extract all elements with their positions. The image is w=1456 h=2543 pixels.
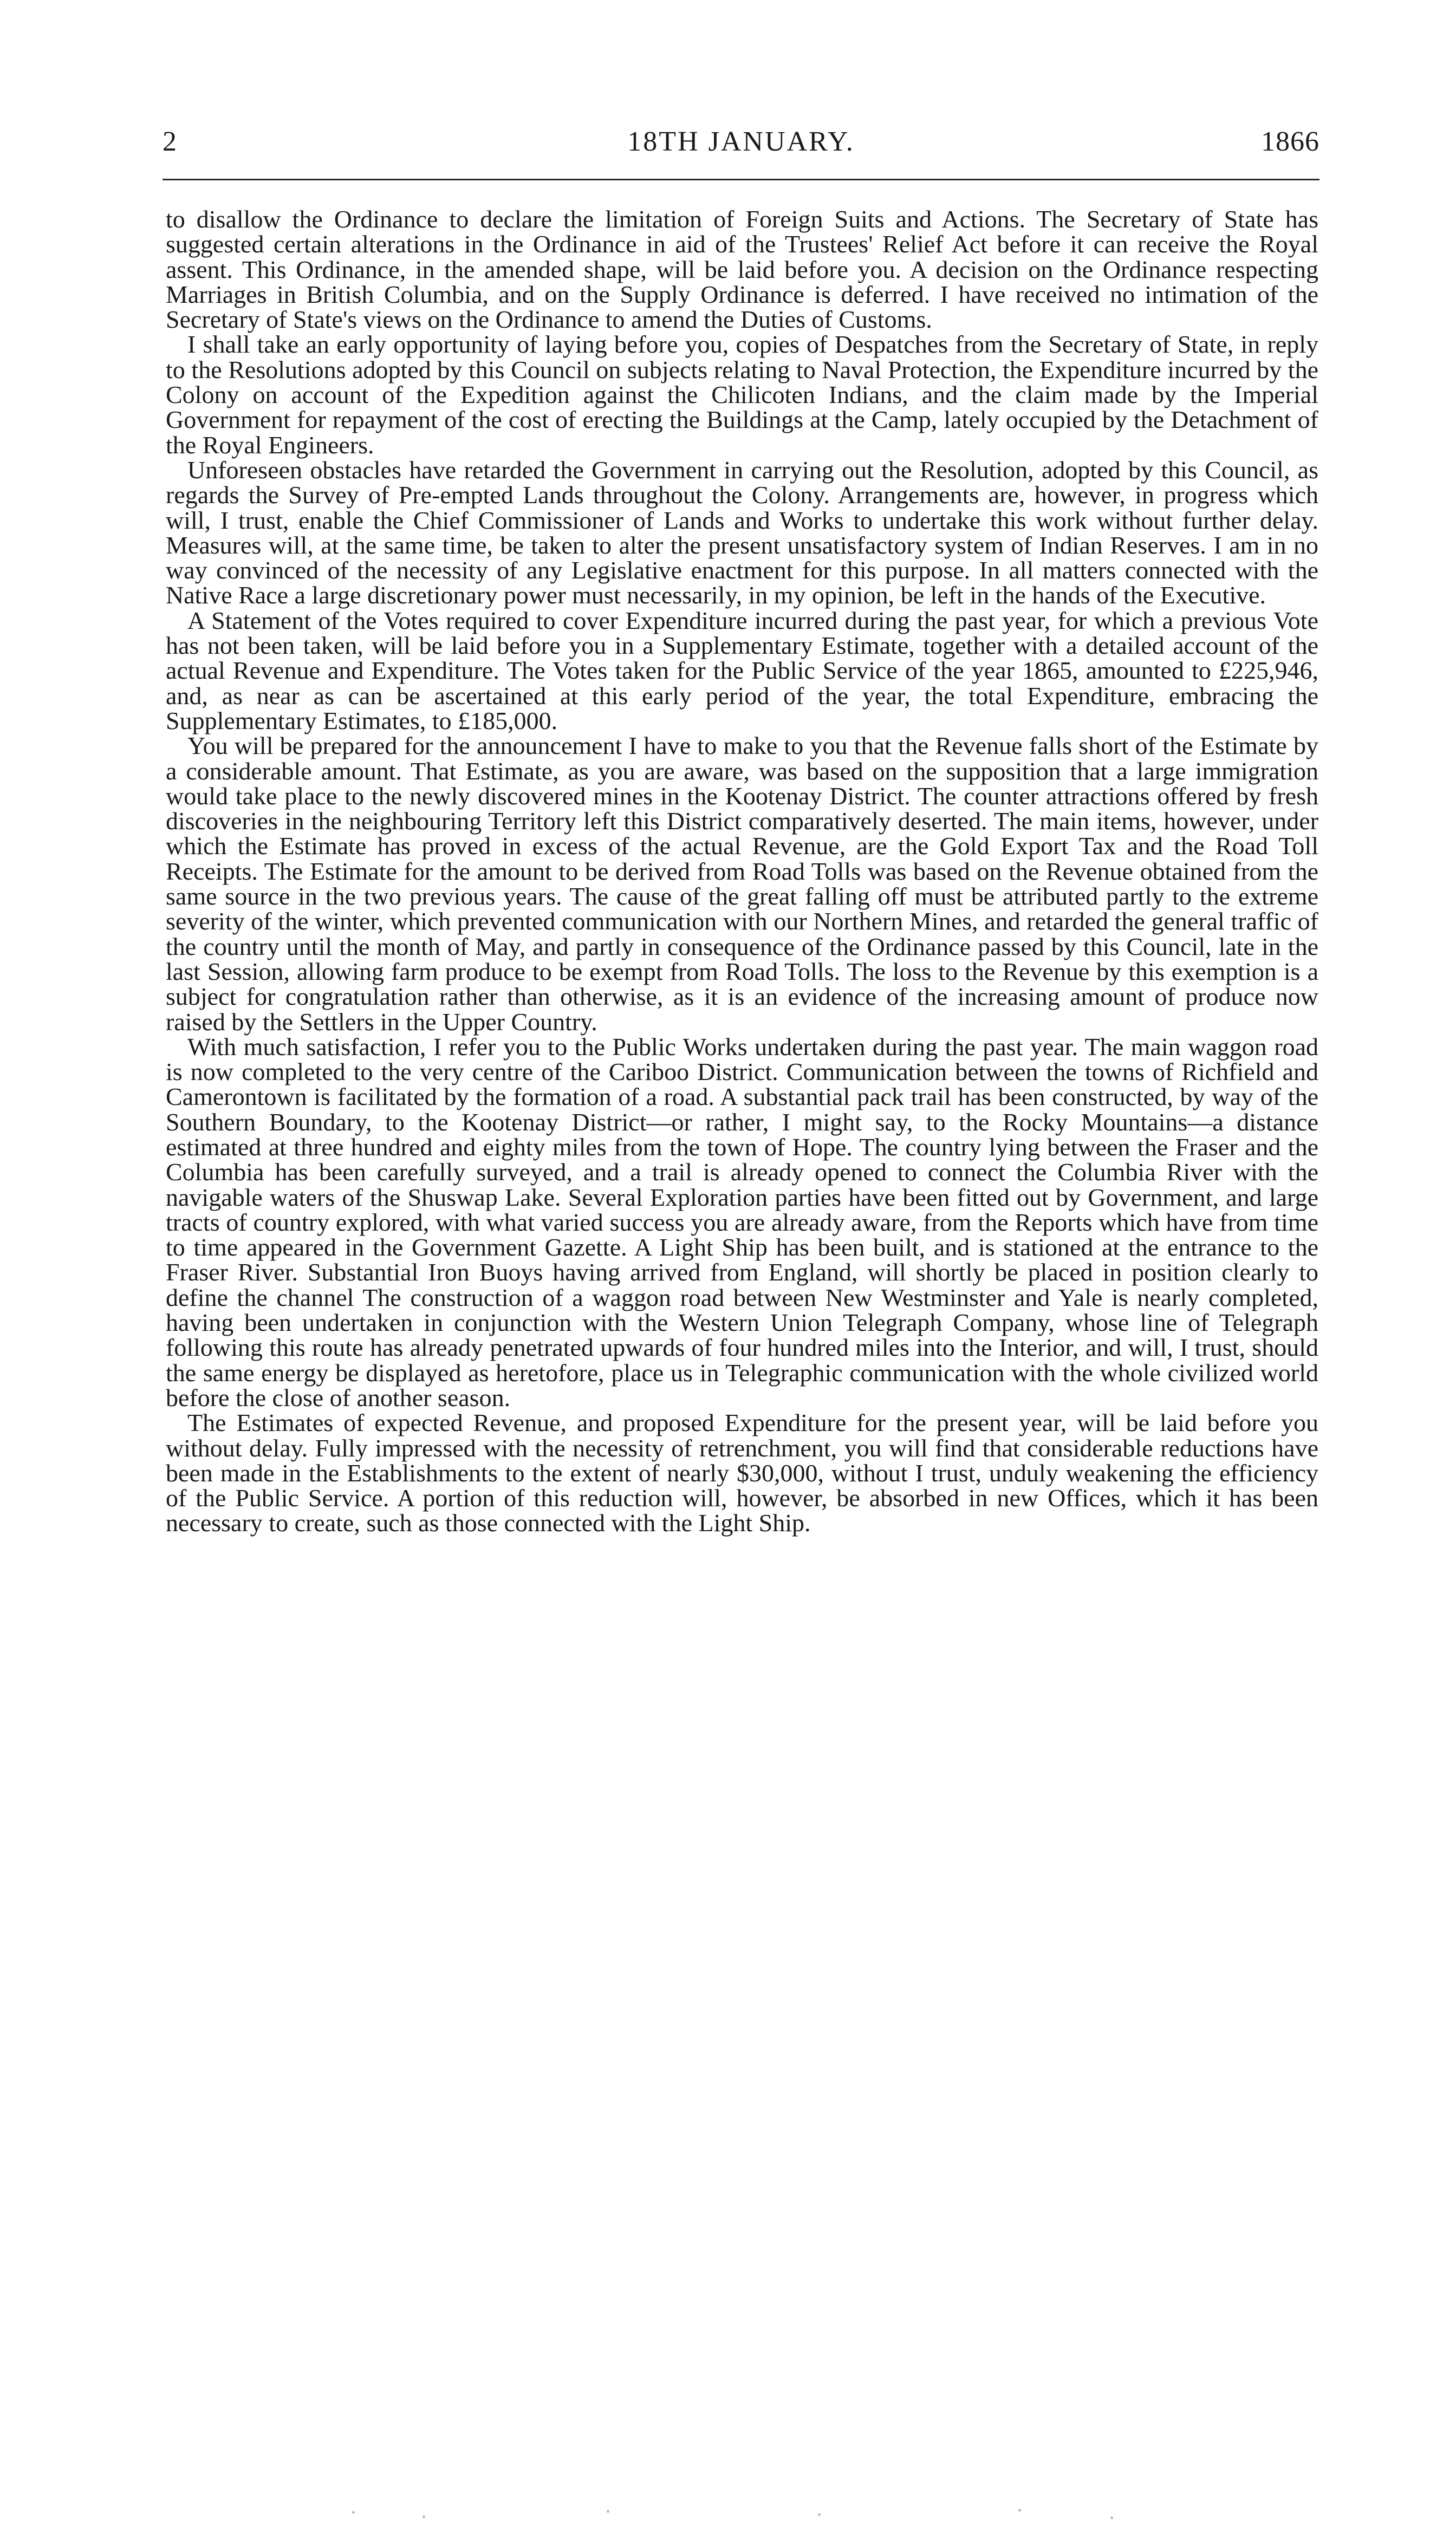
paragraph-estimates-retrenchment: The Estimates of expected Revenue, and proposed Expenditure for the present year, will be laid before you without delay. Fully impressed with the necessity of retrenchment, you will find that considerable reductions have been made in the Establishments to the extent of nearly $30,000, without I trust, unduly weakening the efficiency of the Public Service. A portion of this reduction will, however, be absorbed in new Offices, which it has been necessary to create, such as those connected with the Light Ship. — [166, 1409, 1318, 1537]
scan-specks — [0, 2508, 1456, 2529]
body-text — [166, 207, 1318, 1536]
header-rule — [162, 179, 1320, 180]
paragraph-ordinances: to disallow the Ordinance to declare the limitation of Foreign Suits and Actions. The Secretary of State has suggested certain alterations in the Ordinance in aid of the Trustees' Relief Act before it can receive the Royal assent. This Ordinance, in the amended shape, will be laid before you. A decision on the Ordinance respecting Marriages in British Columbia, and on the Supply Ordinance is deferred. I have received no intimation of the Secretary of State's views on the Ordinance to amend the Duties of Customs. — [166, 205, 1318, 334]
paragraph-revenue-shortfall: You will be prepared for the announcement I have to make to you that the Revenue falls short of the Estimate by a considerable amount. That Estimate, as you are aware, was based on the supposition that a large immigration would take place to the newly discovered mines in the Kootenay District. The counter attractions offered by fresh discoveries in the neighbouring Territory left this District comparatively deserted. The main items, however, under which the Estimate has proved in excess of the actual Revenue, are the Gold Export Tax and the Road Toll Receipts. The Estimate for the amount to be derived from Road Tolls was based on the Revenue obtained from the same source in the two previous years. The cause of the great falling off must be attributed partly to the extreme severity of the winter, which prevented communication with our Northern Mines, and retarded the general traffic of the country until the month of May, and partly in consequence of the Ordinance passed by this Council, late in the last Session, allowing farm produce to be exempt from Road Tolls. The loss to the Revenue by this exemption is a subject for congratulation rather than otherwise, as it is an evidence of the increasing amount of produce now raised by the Settlers in the Upper Country. — [166, 732, 1318, 1036]
page-header — [162, 126, 1320, 164]
year-heading: 1866 — [1261, 126, 1320, 157]
paragraph-public-works: With much satisfaction, I refer you to the Public Works undertaken during the past year. The main waggon road is now completed to the very centre of the Cariboo District. Communication between the towns of Richfield and Camerontown is facilitated by the formation of a road. A substantial pack trail has been constructed, by way of the Southern Boundary, to the Kootenay District—or rather, I might say, to the Rocky Mountains—a distance estimated at three hundred and eighty miles from the town of Hope. The country lying between the Fraser and the Columbia has been carefully surveyed, and a trail is already opened to connect the Columbia River with the navigable waters of the Shuswap Lake. Several Exploration parties have been fitted out by Government, and large tracts of country explored, with what varied success you are already aware, from the Reports which have from time to time appeared in the Government Gazette. A Light Ship has been built, and is stationed at the entrance to the Fraser River. Substantial Iron Buoys having arrived from England, will shortly be placed in position clearly to define the channel The construction of a waggon road between New Westminster and Yale is nearly completed, having been undertaken in conjunction with the Western Union Telegraph Company, whose line of Telegraph following this route has already penetrated upwards of four hundred miles into the Interior, and will, I trust, should the same energy be displayed as heretofore, place us in Telegraphic communication with the whole civilized world before the close of another season. — [166, 1032, 1318, 1412]
paragraph-despatches: I shall take an early opportunity of laying before you, copies of Despatches from the Secretary of State, in reply to the Resolutions adopted by this Council on subjects relating to Naval Protection, the Expenditure incurred by the Colony on account of the Expedition against the Chilicoten Indians, and the claim made by the Imperial Government for repayment of the cost of erecting the Buildings at the Camp, lately occupied by the Detachment of the Royal Engineers. — [166, 330, 1318, 459]
date-heading: 18TH JANUARY. — [627, 126, 855, 157]
paragraph-survey-lands: Unforeseen obstacles have retarded the Government in carrying out the Resolution, adopted by this Council, as regards the Survey of Pre-empted Lands throughout the Colony. Arrangements are, however, in progress which will, I trust, enable the Chief Commissioner of Lands and Works to undertake this work without further delay. Measures will, at the same time, be taken to alter the present unsatisfactory system of Indian Reserves. I am in no way convinced of the necessity of any Legislative enactment for this purpose. In all matters connected with the Native Race a large discretionary power must necessarily, in my opinion, be left in the hands of the Executive. — [166, 456, 1318, 609]
paragraph-supplementary-estimate: A Statement of the Votes required to cover Expenditure incurred during the past year, for which a previous Vote has not been taken, will be laid before you in a Supplementary Estimate, together with a detailed account of the actual Revenue and Expenditure. The Votes taken for the Public Service of the year 1865, amounted to £225,946, and, as near as can be ascertained at this early period of the year, the total Expenditure, embracing the Supplementary Estimates, to £185,000. — [166, 606, 1318, 734]
page-number: 2 — [162, 126, 177, 157]
